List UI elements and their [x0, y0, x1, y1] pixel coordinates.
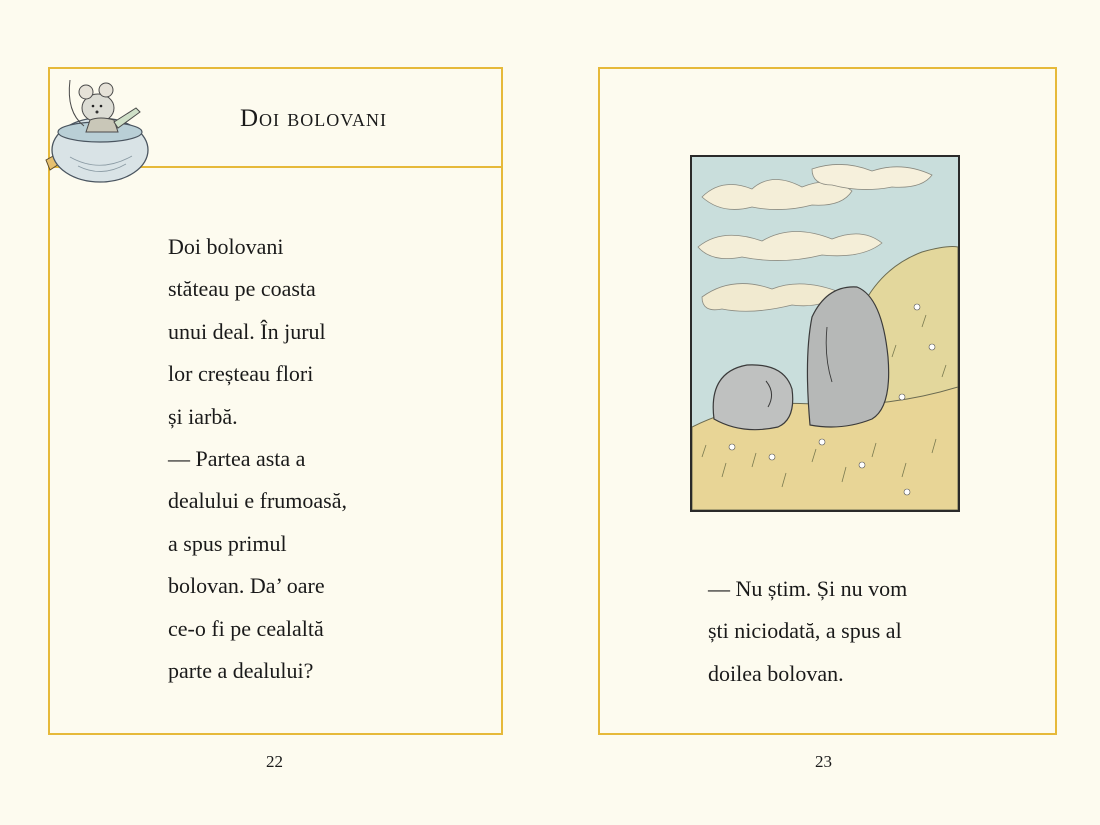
text-line: și iarbă.	[168, 403, 238, 429]
text-line: parte a dealului?	[168, 657, 314, 683]
page-number: 22	[266, 752, 283, 771]
chapter-title: Doi bolovani	[240, 105, 387, 132]
text-line: ști niciodată, a spus al	[708, 618, 902, 644]
text-line: bolovan. Da’ oare	[168, 573, 325, 599]
text-line: — Partea asta a	[168, 445, 306, 471]
text-line: unui deal. În jurul	[168, 318, 326, 344]
text-line: a spus primul	[168, 530, 287, 556]
text-line: stăteau pe coasta	[168, 276, 316, 302]
page-number: 23	[815, 752, 832, 771]
text-line: lor creșteau flori	[168, 361, 314, 387]
right-page	[550, 0, 1100, 825]
text-line: doilea bolovan.	[708, 660, 844, 686]
text-line: ce-o fi pe cealaltă	[168, 615, 324, 641]
mouse-in-pot-illustration	[40, 62, 160, 187]
text-line: dealului e frumoasă,	[168, 488, 347, 514]
text-line: Doi bolovani	[168, 234, 284, 259]
text-line: — Nu știm. Și nu vom	[708, 576, 908, 601]
left-page-text	[168, 234, 347, 700]
boulders-illustration	[690, 155, 960, 512]
right-page-text	[708, 576, 907, 703]
